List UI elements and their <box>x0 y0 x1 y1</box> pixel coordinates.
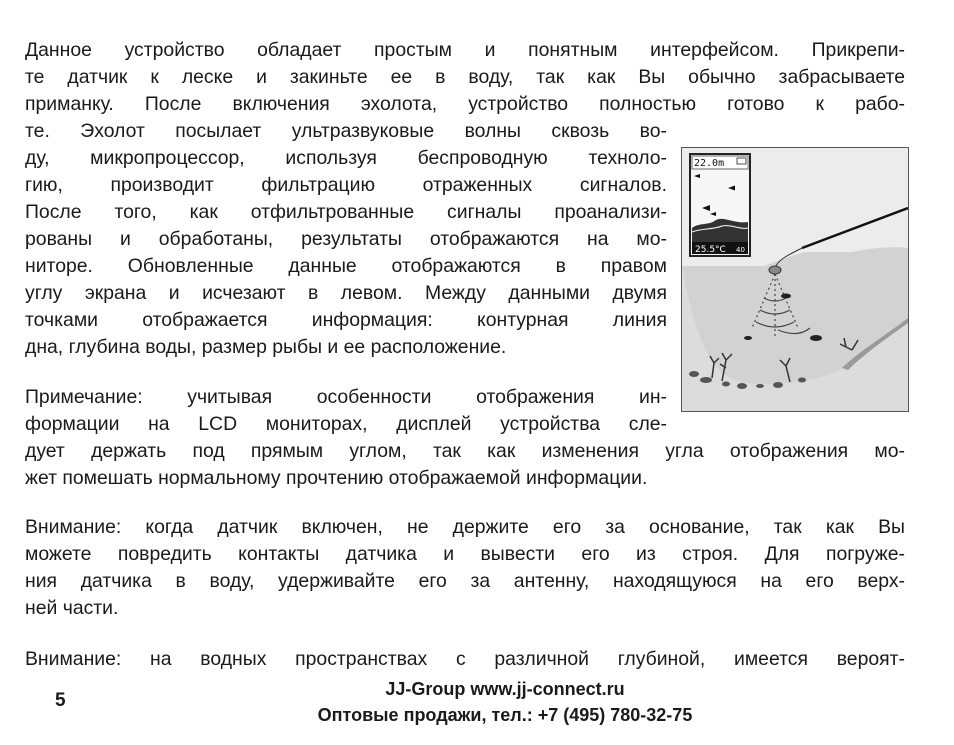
text-line: ду, микропроцессор, используя беспроводную техноло- <box>25 147 667 169</box>
text-line: гию, производит фильтрацию отраженных сигналов. <box>25 174 667 196</box>
depth-reading: 22.0m <box>694 158 725 169</box>
scale-value: 40 <box>736 246 745 254</box>
text-line: точками отображается информация: контурная линия <box>25 309 667 331</box>
text-line: жет помешать нормальному прочтению отображаемой информации. <box>25 467 648 489</box>
text-line: Примечание: учитывая особенности отображения ин- <box>25 386 667 408</box>
text-line: те. Эхолот посылает ультразвуковые волны сквозь во- <box>25 120 667 142</box>
temperature-reading: 25.5°C <box>695 245 726 255</box>
text-line: После того, как отфильтрованные сигналы проанализи- <box>25 201 667 223</box>
footer-contacts: Оптовые продажи, тел.: +7 (495) 780-32-75 <box>317 705 693 725</box>
sonar-sensor <box>769 266 781 274</box>
footer-company: JJ-Group www.jj-connect.ru <box>385 679 625 699</box>
sonar-display <box>690 154 750 256</box>
text-line: дует держать под прямым углом, так как изменения угла отображения мо- <box>25 440 905 462</box>
text-line: Данное устройство обладает простым и понятным интерфейсом. Прикрепи- <box>25 39 905 61</box>
text-line: Внимание: на водных пространствах с различной глубиной, имеется вероят- <box>25 648 905 670</box>
text-line: дна, глубина воды, размер рыбы и ее расположение. <box>25 336 507 358</box>
text-line: Внимание: когда датчик включен, не держите его за основание, так как Вы <box>25 516 905 538</box>
text-line: можете повредить контакты датчика и вывести его из строя. Для погруже- <box>25 543 905 565</box>
text-line: ниторе. Обновленные данные отображаются в правом <box>25 255 667 277</box>
fishing-rod <box>802 208 908 248</box>
fishfinder-diagram <box>682 148 908 411</box>
text-line: те датчик к леске и закиньте ее в воду, так как Вы обычно забрасываете <box>25 66 905 88</box>
text-line: формации на LCD мониторах, дисплей устройства сле- <box>25 413 667 435</box>
text-line: углу экрана и исчезают в левом. Между данными двумя <box>25 282 667 304</box>
text-line: приманку. После включения эхолота, устройство полностью готово к рабо- <box>25 93 905 115</box>
text-line: ния датчика в воду, удерживайте его за антенну, находящуюся на его верх- <box>25 570 905 592</box>
fishfinder-illustration <box>681 147 909 412</box>
text-line: ней части. <box>25 597 119 619</box>
text-line: рованы и обработаны, результаты отображаются на мо- <box>25 228 667 250</box>
page-number: 5 <box>55 690 66 711</box>
